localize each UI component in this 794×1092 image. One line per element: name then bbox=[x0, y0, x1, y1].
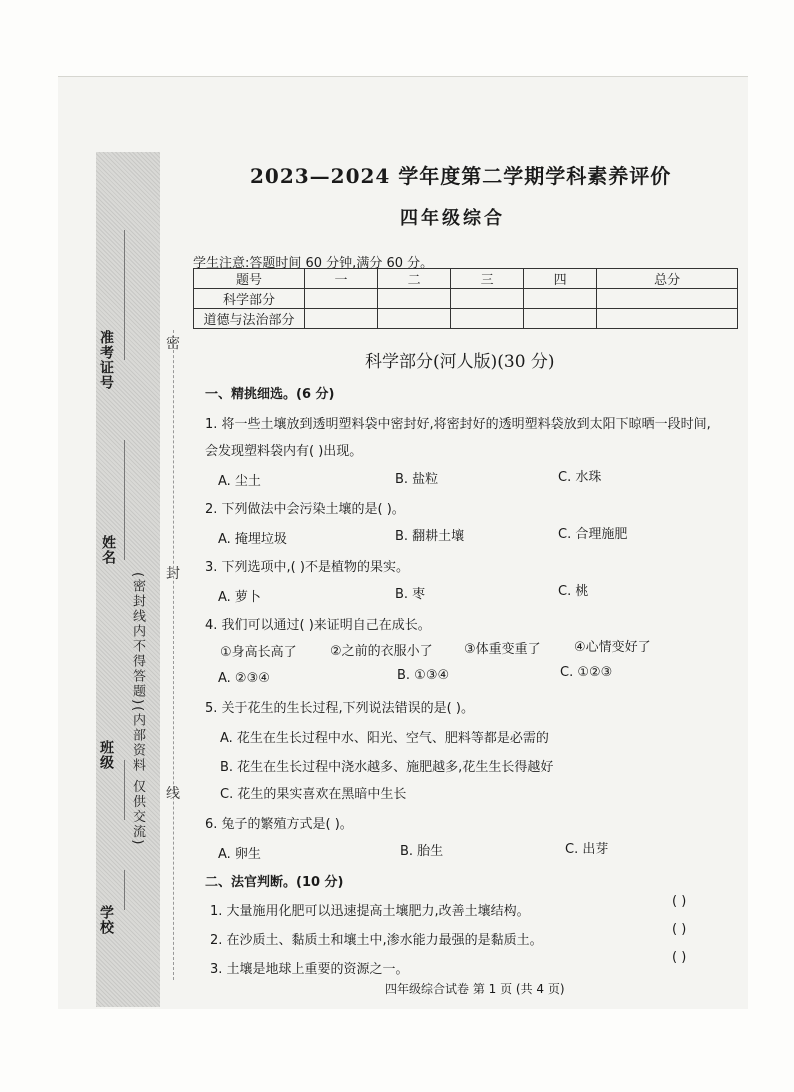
score-cell[interactable] bbox=[597, 309, 738, 329]
score-table bbox=[193, 268, 738, 329]
q4-item-2: ②之前的衣服小了 bbox=[330, 644, 433, 659]
q4-option-c[interactable]: C. ①②③ bbox=[560, 665, 613, 680]
q2-option-c[interactable]: C. 合理施肥 bbox=[558, 527, 628, 542]
q3-option-a[interactable]: A. 萝卜 bbox=[218, 590, 261, 605]
q4-option-b[interactable]: B. ①③④ bbox=[397, 668, 450, 683]
score-table-row bbox=[194, 289, 738, 309]
question-1-line1: 1. 将一些土壤放到透明塑料袋中密封好,将密封好的透明塑料袋放到太阳下晾晒一段时间, bbox=[205, 417, 711, 432]
seal-mark-mi: 密 bbox=[166, 336, 180, 352]
score-cell[interactable] bbox=[451, 309, 524, 329]
judge-item-3: 3. 土壤是地球上重要的资源之一。 bbox=[210, 962, 409, 977]
judge-answer-2[interactable]: ( ) bbox=[672, 922, 687, 937]
exam-id-blank-line bbox=[124, 230, 125, 360]
judge-item-1: 1. 大量施用化肥可以迅速提高土壤肥力,改善土壤结构。 bbox=[210, 904, 530, 919]
score-cell[interactable] bbox=[451, 289, 524, 309]
q1-option-c[interactable]: C. 水珠 bbox=[558, 470, 602, 485]
question-6: 6. 兔子的繁殖方式是( )。 bbox=[205, 817, 353, 832]
page-title: 2023—2024 学年度第二学期学科素养评价 bbox=[250, 164, 672, 188]
score-table-row bbox=[194, 309, 738, 329]
seal-warning-note: (密封线内不得答题)(内部资料 仅供交流) bbox=[130, 572, 145, 847]
score-table-header-row bbox=[194, 269, 738, 289]
question-4: 4. 我们可以通过( )来证明自己在成长。 bbox=[205, 618, 431, 633]
q3-option-c[interactable]: C. 桃 bbox=[558, 584, 589, 599]
q1-option-a[interactable]: A. 尘土 bbox=[218, 474, 261, 489]
score-header-cell: 题号 bbox=[194, 269, 305, 289]
score-header-cell: 三 bbox=[451, 269, 524, 289]
q4-item-1: ①身高长高了 bbox=[220, 645, 297, 660]
q1-option-b[interactable]: B. 盐粒 bbox=[395, 472, 439, 487]
school-label: 学校 bbox=[98, 905, 114, 935]
q5-option-a[interactable]: A. 花生在生长过程中水、阳光、空气、肥料等都是必需的 bbox=[220, 731, 549, 746]
score-row-label: 道德与法治部分 bbox=[194, 309, 305, 329]
student-notice: 学生注意:答题时间 60 分钟,满分 60 分。 bbox=[193, 256, 434, 271]
judge-item-2: 2. 在沙质土、黏质土和壤土中,渗水能力最强的是黏质土。 bbox=[210, 933, 543, 948]
part2-heading: 二、法官判断。(10 分) bbox=[205, 875, 344, 890]
question-1-line2: 会发现塑料袋内有( )出现。 bbox=[205, 444, 363, 459]
score-header-cell: 一 bbox=[305, 269, 378, 289]
score-cell[interactable] bbox=[524, 309, 597, 329]
question-5: 5. 关于花生的生长过程,下列说法错误的是( )。 bbox=[205, 701, 474, 716]
school-blank-line bbox=[124, 870, 125, 910]
name-blank-line bbox=[124, 440, 125, 560]
page-footer: 四年级综合试卷 第 1 页 (共 4 页) bbox=[385, 982, 565, 996]
q4-item-4: ④心情变好了 bbox=[574, 640, 651, 655]
q4-option-a[interactable]: A. ②③④ bbox=[218, 671, 270, 686]
q2-option-b[interactable]: B. 翻耕土壤 bbox=[395, 529, 465, 544]
judge-answer-3[interactable]: ( ) bbox=[672, 950, 687, 965]
q6-option-c[interactable]: C. 出芽 bbox=[565, 842, 609, 857]
exam-id-label: 准考证号 bbox=[98, 330, 114, 390]
q6-option-b[interactable]: B. 胎生 bbox=[400, 844, 444, 859]
score-cell[interactable] bbox=[305, 289, 378, 309]
question-2: 2. 下列做法中会污染土壤的是( )。 bbox=[205, 502, 405, 517]
score-cell[interactable] bbox=[378, 289, 451, 309]
score-cell[interactable] bbox=[378, 309, 451, 329]
q2-option-a[interactable]: A. 掩埋垃圾 bbox=[218, 532, 287, 547]
score-header-cell: 四 bbox=[524, 269, 597, 289]
score-cell[interactable] bbox=[597, 289, 738, 309]
score-header-cell: 总分 bbox=[597, 269, 738, 289]
page-subtitle: 四年级综合 bbox=[400, 208, 505, 229]
score-cell[interactable] bbox=[305, 309, 378, 329]
name-label: 姓名 bbox=[100, 535, 116, 565]
judge-answer-1[interactable]: ( ) bbox=[672, 894, 687, 909]
seal-mark-xian: 线 bbox=[166, 786, 180, 802]
question-3: 3. 下列选项中,( )不是植物的果实。 bbox=[205, 560, 409, 575]
section-title: 科学部分(河人版)(30 分) bbox=[365, 352, 555, 372]
score-row-label: 科学部分 bbox=[194, 289, 305, 309]
q6-option-a[interactable]: A. 卵生 bbox=[218, 847, 261, 862]
q5-option-c[interactable]: C. 花生的果实喜欢在黑暗中生长 bbox=[220, 787, 407, 802]
class-blank-line bbox=[124, 760, 125, 820]
q3-option-b[interactable]: B. 枣 bbox=[395, 587, 426, 602]
score-cell[interactable] bbox=[524, 289, 597, 309]
score-header-cell: 二 bbox=[378, 269, 451, 289]
seal-mark-feng: 封 bbox=[166, 566, 180, 582]
q4-item-3: ③体重变重了 bbox=[464, 642, 541, 657]
q5-option-b[interactable]: B. 花生在生长过程中浇水越多、施肥越多,花生生长得越好 bbox=[220, 760, 554, 775]
class-label: 班级 bbox=[98, 740, 114, 770]
part1-heading: 一、精挑细选。(6 分) bbox=[205, 387, 335, 402]
seal-dashed-line bbox=[173, 330, 175, 980]
